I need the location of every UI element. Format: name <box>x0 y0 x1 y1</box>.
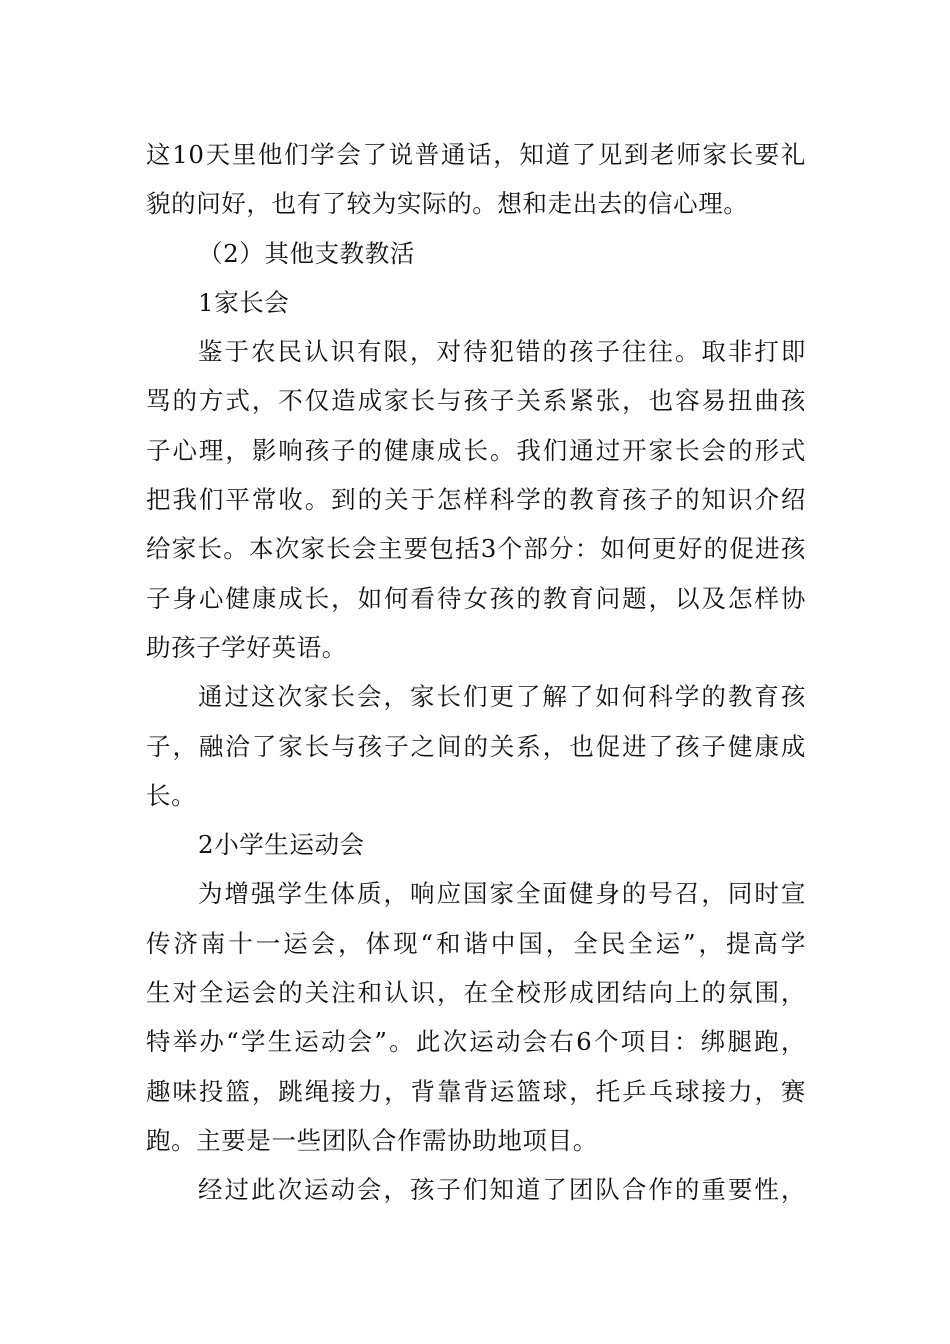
text-line: 鉴于农民认识有限，对待犯错的孩子往往。取非打即 <box>198 337 806 367</box>
text-line: 长。 <box>146 780 197 810</box>
text-line: 2小学生运动会 <box>198 830 365 860</box>
text-line: 貌的问好，也有了较为实际的。想和走出去的信心理。 <box>146 189 749 219</box>
text-line: 生对全运会的关注和认识，在全校形成团结向上的氛围， <box>146 978 806 1008</box>
text-line: 把我们平常收。到的关于怎样科学的教育孩子的知识介绍 <box>146 485 806 515</box>
text-line: 特举办“学生运动会”。此次运动会右6个项目：绑腿跑， <box>146 1027 806 1057</box>
text-line: 助孩子学好英语。 <box>146 632 347 662</box>
text-line: 经过此次运动会，孩子们知道了团队合作的重要性， <box>198 1175 806 1205</box>
document-page <box>146 130 806 1215</box>
text-line: 骂的方式，不仅造成家长与孩子关系紧张，也容易扭曲孩 <box>146 386 806 416</box>
text-line: 给家长。本次家长会主要包括3个部分：如何更好的促进孩 <box>146 534 806 564</box>
text-line: 子身心健康成长，如何看待女孩的教育问题，以及怎样协 <box>146 583 806 613</box>
text-line: 跑。主要是一些团队合作需协助地项目。 <box>146 1125 598 1155</box>
text-line: 子心理，影响孩子的健康成长。我们通过开家长会的形式 <box>146 435 806 465</box>
text-line: 1家长会 <box>198 287 290 317</box>
text-line: 趣味投篮，跳绳接力，背靠背运篮球，托乒乓球接力，赛 <box>146 1076 806 1106</box>
text-line: 通过这次家长会，家长们更了解了如何科学的教育孩 <box>198 682 806 712</box>
text-line: 传济南十一运会，体现“和谐中国，全民全运”，提高学 <box>146 928 806 958</box>
text-line: 这10天里他们学会了说普通话，知道了见到老师家长要礼 <box>146 140 806 169</box>
text-line: 为增强学生体质，响应国家全面健身的号召，同时宣 <box>198 879 806 909</box>
text-line: 子，融洽了家长与孩子之间的关系，也促进了孩子健康成 <box>146 731 806 761</box>
text-line: （2）其他支教教活 <box>198 238 415 268</box>
